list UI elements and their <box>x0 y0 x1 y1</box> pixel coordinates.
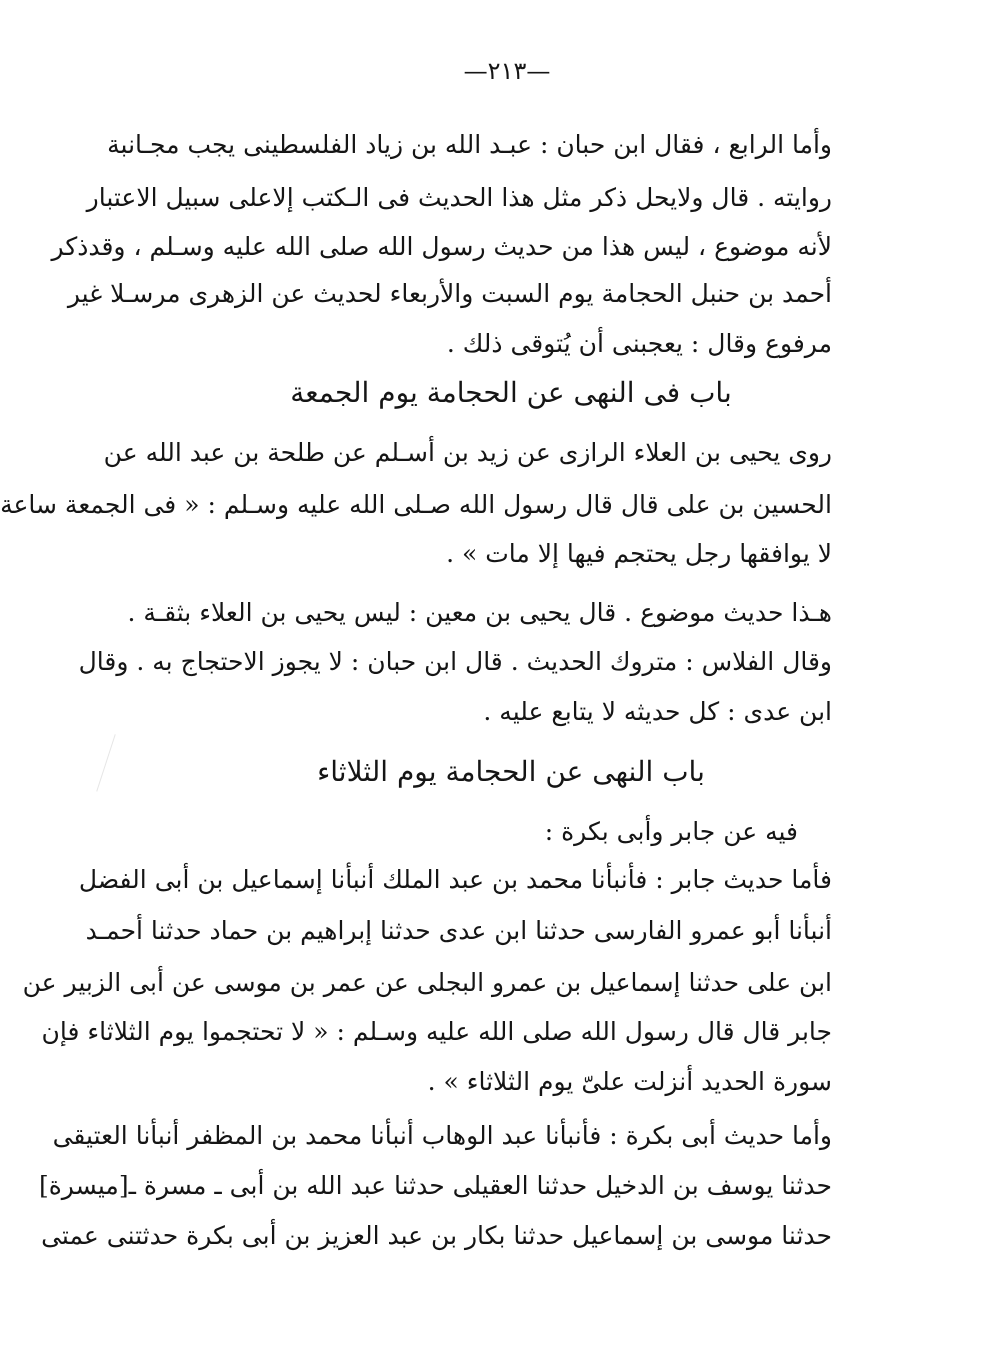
section-heading-tuesday: باب النهى عن الحجامة يوم الثلاثاء <box>317 755 705 788</box>
text-line-18: وأما حديث أبى بكرة : فأنبأنا عبد الوهاب أنبأنا محمد بن المظفر أنبأنا العتيقى <box>52 1121 832 1150</box>
text-line-15: ابن على حدثنا إسماعيل بن عمرو البجلى عن عمر بن موسى عن أبى الزبير عن <box>22 968 832 997</box>
text-line-3: لأنه موضوع ، ليس هذا من حديث رسول الله صلى الله عليه وسـلم ، وقدذكر <box>51 232 832 261</box>
text-line-17: سورة الحديد أنزلت علىّ يوم الثلاثاء » . <box>427 1067 832 1096</box>
text-line-11: ابن عدى : كل حديثه لا يتابع عليه . <box>483 697 832 726</box>
text-line-9: هـذا حديث موضوع . قال يحيى بن معين : ليس يحيى بن العلاء بثقـة . <box>127 598 832 627</box>
text-line-10: وقال الفلاس : متروك الحديث . قال ابن حبان : لا يجوز الاحتجاج به . وقال <box>78 647 832 676</box>
text-line-8: لا يوافقها رجل يحتجم فيها إلا مات » . <box>446 539 832 568</box>
text-line-2: روايته . قال ولايحل ذكر مثل هذا الحديث فى الـكتب إلاعلى سبيل الاعتبار <box>86 183 832 212</box>
text-line-1: وأما الرابع ، فقال ابن حبان : عبـد الله بن زياد الفلسطينى يجب مجـانبة <box>107 130 832 159</box>
text-line-19: حدثنا يوسف بن الدخيل حدثنا العقيلى حدثنا عبد الله بن أبى ـ مسرة ـ[ميسرة] <box>38 1171 832 1200</box>
text-line-7: الحسين بن على قال قال رسول الله صـلى الله عليه وسـلم : « فى الجمعة ساعة <box>0 490 832 519</box>
text-line-4: أحمد بن حنبل الحجامة يوم السبت والأربعاء لحديث عن الزهرى مرسـلا غير <box>67 279 832 308</box>
text-line-16: جابر قال قال رسول الله صلى الله عليه وسـلم : « لا تحتجموا يوم الثلاثاء فإن <box>41 1017 832 1046</box>
text-line-14: أنبأنا أبو عمرو الفارسى حدثنا ابن عدى حدثنا إبراهيم بن حماد حدثنا أحمـد <box>85 916 832 945</box>
text-line-5: مرفوع وقال : يعجبنى أن يُتوقى ذلك . <box>446 329 832 358</box>
text-line-12: فيه عن جابر وأبى بكرة : <box>544 817 798 846</box>
text-line-13: فأما حديث جابر : فأنبأنا محمد بن عبد الملك أنبأنا إسماعيل بن أبى الفضل <box>78 865 832 894</box>
page-number: —٢١٣— <box>463 57 551 85</box>
page-edge-mark <box>96 734 135 798</box>
text-line-20: حدثنا موسى بن إسماعيل حدثنا بكار بن عبد العزيز بن أبى بكرة حدثتنى عمتى <box>41 1221 832 1250</box>
text-line-6: روى يحيى بن العلاء الرازى عن زيد بن أسـلم عن طلحة بن عبد الله عن <box>103 438 832 467</box>
section-heading-friday: باب فى النهى عن الحجامة يوم الجمعة <box>290 376 732 409</box>
